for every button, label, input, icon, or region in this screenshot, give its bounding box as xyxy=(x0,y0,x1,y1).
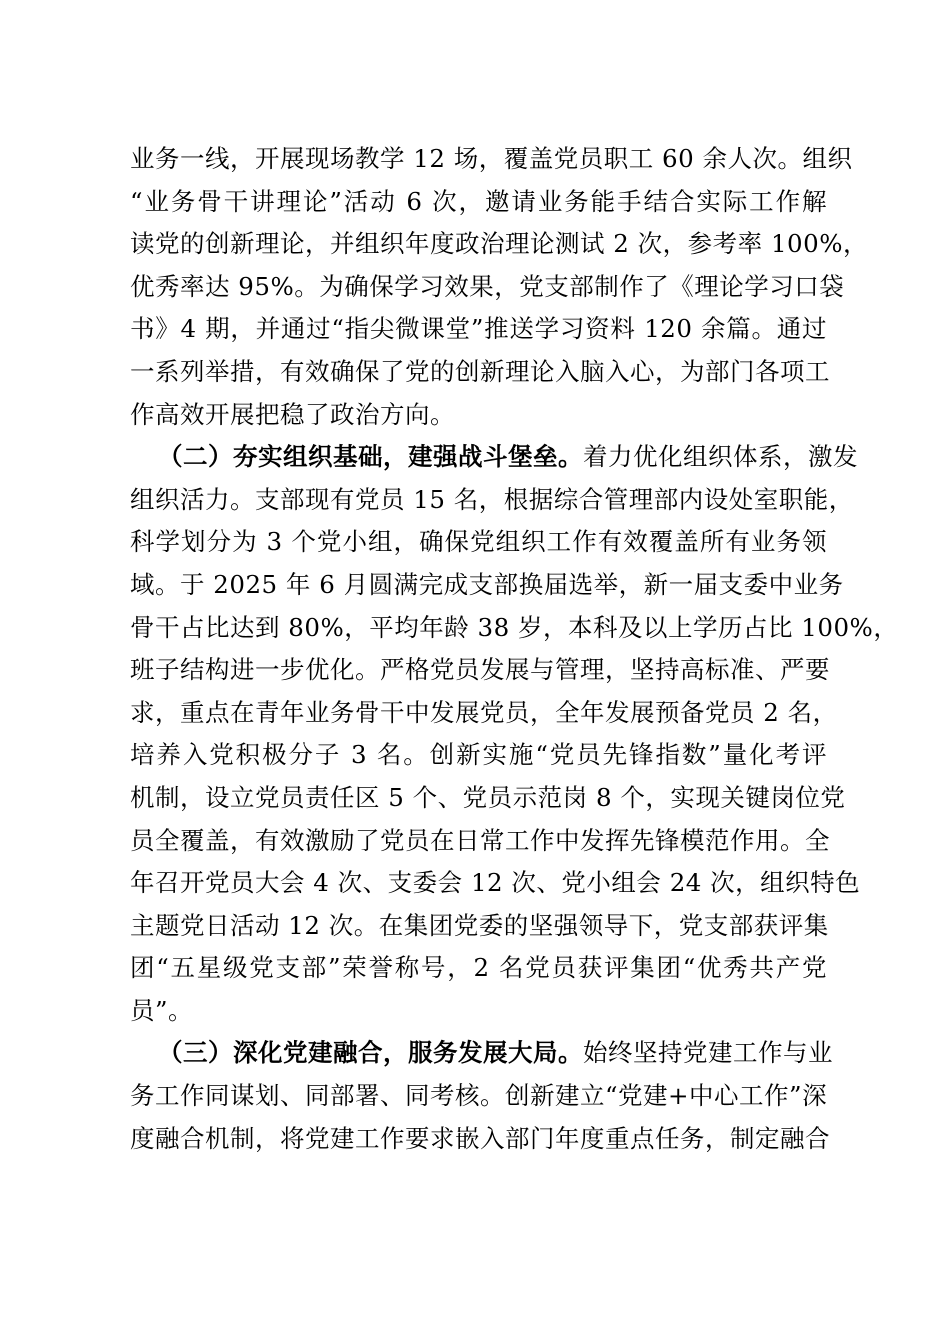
text-line xyxy=(130,1032,833,1075)
paragraph-theory-study xyxy=(130,138,868,436)
text-line: 求，重点在青年业务骨干中发展党员，全年发展预备党员 2 名， xyxy=(130,697,838,727)
text-span: 着力优化组织体系，激发 xyxy=(583,442,858,472)
text-line: 读党的创新理论，并组织年度政治理论测试 2 次，参考率 100%， xyxy=(130,229,868,259)
text-span: 始终坚持党建工作与业 xyxy=(583,1038,833,1068)
text-line: 作高效开展把稳了政治方向。 xyxy=(130,399,455,429)
paragraph-organization-foundation xyxy=(130,436,899,1032)
document-page xyxy=(130,138,899,1160)
text-line: 组织活力。支部现有党员 15 名，根据综合管理部内设处室职能， xyxy=(130,484,854,514)
text-line xyxy=(130,436,858,479)
text-line: “业务骨干讲理论”活动 6 次，邀请业务能手结合实际工作解 xyxy=(130,186,827,216)
text-line: 务工作同谋划、同部署、同考核。创新建立“党建+中心工作”深 xyxy=(130,1081,828,1111)
text-line: 域。于 2025 年 6 月圆满完成支部换届选举，新一届支委中业务 xyxy=(130,569,844,599)
text-line: 机制，设立党员责任区 5 个、党员示范岗 8 个，实现关键岗位党 xyxy=(130,782,846,812)
text-line: 培养入党积极分子 3 名。创新实施“党员先锋指数”量化考评 xyxy=(130,740,827,770)
section-heading: （三）深化党建融合，服务发展大局。 xyxy=(158,1038,583,1068)
text-line: 年召开党员大会 4 次、支委会 12 次、党小组会 24 次，组织特色 xyxy=(130,868,861,898)
text-line: 骨干占比达到 80%，平均年龄 38 岁，本科及以上学历占比 100%， xyxy=(130,612,899,642)
text-line: 主题党日活动 12 次。在集团党委的坚强领导下，党支部获评集 xyxy=(130,910,829,940)
text-line: 优秀率达 95%。为确保学习效果，党支部制作了《理论学习口袋 xyxy=(130,271,845,301)
text-line: 一系列举措，有效确保了党的创新理论入脑入心，为部门各项工 xyxy=(130,356,830,386)
text-line: 团“五星级党支部”荣誉称号，2 名党员获评集团“优秀共产党 xyxy=(130,953,827,983)
text-line: 度融合机制，将党建工作要求嵌入部门年度重点任务，制定融合 xyxy=(130,1123,830,1153)
text-line: 员全覆盖，有效激励了党员在日常工作中发挥先锋模范作用。全 xyxy=(130,825,830,855)
text-line: 班子结构进一步优化。严格党员发展与管理，坚持高标准、严要 xyxy=(130,655,830,685)
section-heading: （二）夯实组织基础，建强战斗堡垒。 xyxy=(158,442,583,472)
text-line: 书》4 期，并通过“指尖微课堂”推送学习资料 120 余篇。通过 xyxy=(130,314,827,344)
paragraph-party-integration xyxy=(130,1032,833,1160)
text-line: 科学划分为 3 个党小组，确保党组织工作有效覆盖所有业务领 xyxy=(130,527,827,557)
text-line: 业务一线，开展现场教学 12 场，覆盖党员职工 60 余人次。组织 xyxy=(130,144,853,173)
text-line: 员”。 xyxy=(130,995,194,1025)
